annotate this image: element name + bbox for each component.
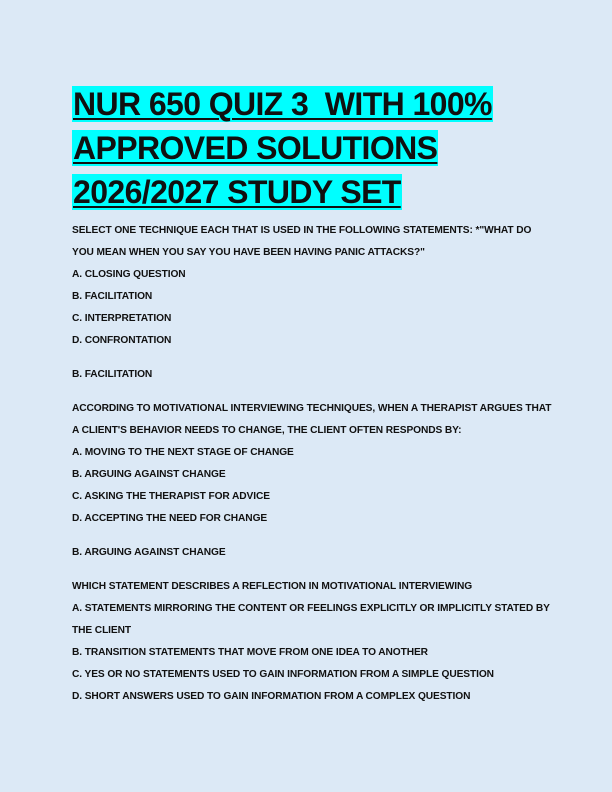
document-title — [72, 82, 552, 214]
question-prompt: WHICH STATEMENT DESCRIBES A REFLECTION IN MOTIVATIONAL INTERVIEWING — [72, 581, 473, 592]
title-line-text: APPROVED SOLUTIONS — [73, 130, 438, 166]
title-line-text: NUR 650 QUIZ 3 WITH 100% — [73, 86, 492, 122]
correct-answer: B. ARGUING AGAINST CHANGE — [72, 547, 226, 558]
answer-option: D. CONFRONTATION — [72, 335, 172, 346]
title-line-text: 2026/2027 STUDY SET — [73, 174, 401, 210]
answer-option: A. STATEMENTS MIRRORING THE CONTENT OR FEELINGS EXPLICITLY OR IMPLICITLY STATED BY THE CLIENT — [72, 603, 550, 636]
question-prompt: ACCORDING TO MOTIVATIONAL INTERVIEWING TECHNIQUES, WHEN A THERAPIST ARGUES THAT A CLIENT'S BEHAVIOR NEEDS TO CHANGE, THE CLIENT OFTEN RESPONDS BY: — [72, 403, 552, 436]
document-page — [72, 82, 552, 708]
question-item — [72, 576, 552, 708]
answer-option: C. YES OR NO STATEMENTS USED TO GAIN INFORMATION FROM A SIMPLE QUESTION — [72, 669, 494, 680]
spacer — [72, 352, 552, 364]
answer-option: D. SHORT ANSWERS USED TO GAIN INFORMATION FROM A COMPLEX QUESTION — [72, 691, 471, 702]
spacer — [72, 386, 552, 398]
answer-option: B. ARGUING AGAINST CHANGE — [72, 469, 226, 480]
spacer — [72, 564, 552, 576]
question-item — [72, 398, 552, 576]
correct-answer: B. FACILITATION — [72, 369, 153, 380]
title-line — [72, 126, 552, 170]
answer-option: C. ASKING THE THERAPIST FOR ADVICE — [72, 491, 270, 502]
question-list — [72, 220, 552, 708]
answer-option: C. INTERPRETATION — [72, 313, 172, 324]
spacer — [72, 530, 552, 542]
title-line — [72, 82, 552, 126]
answer-option: B. TRANSITION STATEMENTS THAT MOVE FROM ONE IDEA TO ANOTHER — [72, 647, 428, 658]
question-item — [72, 220, 552, 398]
question-prompt: SELECT ONE TECHNIQUE EACH THAT IS USED IN THE FOLLOWING STATEMENTS: *"WHAT DO YOU MEAN WHEN YOU SAY YOU HAVE BEEN HAVING PANIC ATTACKS?" — [72, 225, 532, 258]
answer-option: D. ACCEPTING THE NEED FOR CHANGE — [72, 513, 268, 524]
answer-option: A. MOVING TO THE NEXT STAGE OF CHANGE — [72, 447, 294, 458]
answer-option: A. CLOSING QUESTION — [72, 269, 186, 280]
answer-option: B. FACILITATION — [72, 291, 153, 302]
title-line — [72, 170, 552, 214]
